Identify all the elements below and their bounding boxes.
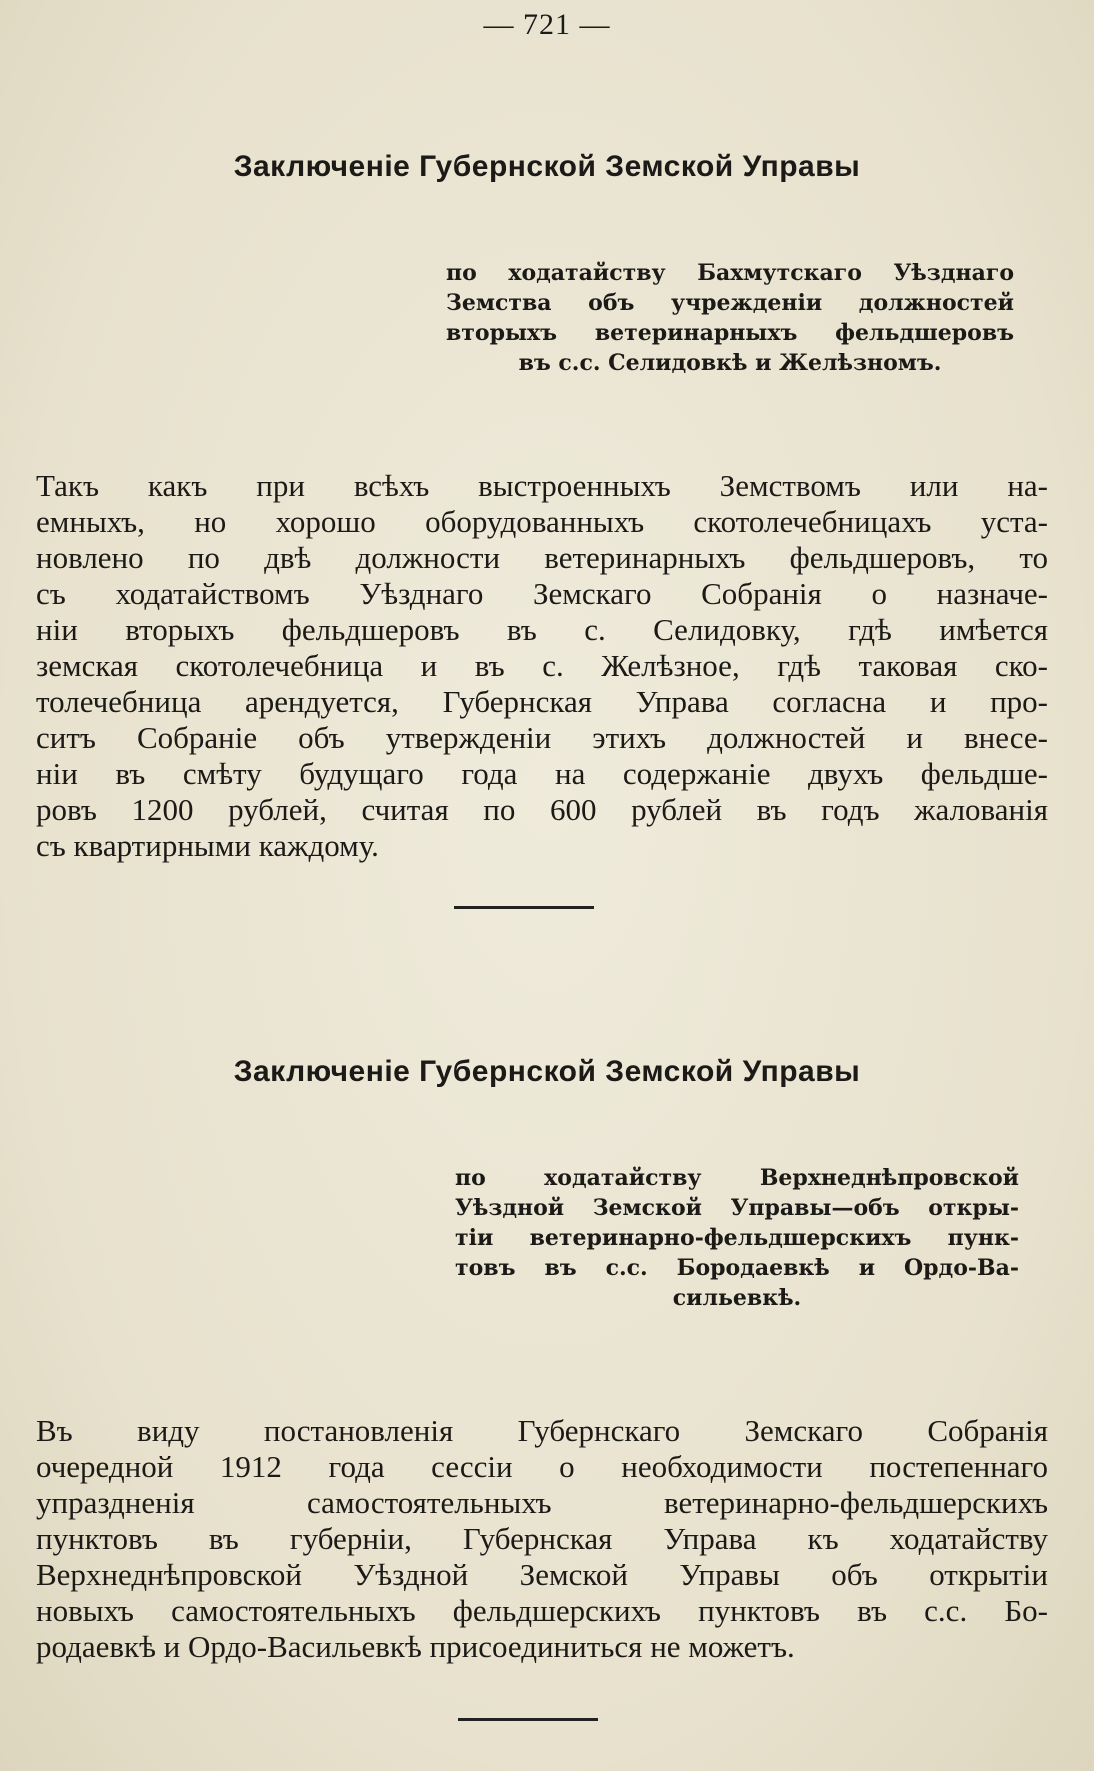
body-line: Въ виду постановленiя Губернскаго Земскаго Собранiя	[36, 1413, 1048, 1448]
body-line: съ квартирными каждому.	[36, 828, 379, 863]
body-line: земская скотолечебница и въ с. Желѣзное, гдѣ таковая ско-	[36, 648, 1048, 683]
subject-line: по ходатайству Бахмутскаго Уѣзднаго	[446, 260, 1014, 286]
section2-subject	[455, 1163, 1019, 1313]
body-line: родаевкѣ и Ордо-Васильевкѣ присоединиться не можетъ.	[36, 1629, 795, 1664]
section2-heading: Заключенiе Губернской Земской Управы	[233, 1055, 861, 1088]
end-divider	[458, 1718, 598, 1721]
body-line: толечебница арендуется, Губернская Управа согласна и про-	[36, 684, 1048, 719]
body-line: ровъ 1200 рублей, считая по 600 рублей въ годъ жалованiя	[36, 792, 1048, 827]
subject-line: товъ въ с.с. Бородаевкѣ и Ордо-Ва-	[455, 1255, 1019, 1281]
page-number: — 721 —	[483, 8, 611, 41]
section2-body	[36, 1413, 1048, 1665]
subject-line: тiи ветеринарно-фельдшерскихъ пунк-	[455, 1225, 1019, 1251]
body-line: нiи въ смѣту будущаго года на содержанiе двухъ фельдше-	[36, 756, 1048, 791]
body-line: Такъ какъ при всѣхъ выстроенныхъ Земствомъ или на-	[36, 468, 1048, 503]
section1-body	[36, 468, 1048, 864]
subject-line: сильевкѣ.	[672, 1285, 802, 1311]
subject-line: вторыхъ ветеринарныхъ фельдшеровъ	[446, 320, 1014, 346]
section-divider	[454, 906, 594, 909]
body-line: Верхнеднѣпровской Уѣздной Земской Управы объ открытiи	[36, 1557, 1048, 1592]
body-line: нiи вторыхъ фельдшеровъ въ с. Селидовку, гдѣ имѣется	[36, 612, 1048, 647]
subject-line: Уѣздной Земской Управы—объ откры-	[455, 1195, 1019, 1221]
section1-subject	[446, 258, 1014, 378]
body-line: ситъ Собранiе объ утвержденiи этихъ должностей и внесе-	[36, 720, 1048, 755]
body-line: пунктовъ въ губернiи, Губернская Управа къ ходатайству	[36, 1521, 1048, 1556]
body-line: емныхъ, но хорошо оборудованныхъ скотолечебницахъ уста-	[36, 504, 1048, 539]
subject-line: по ходатайству Верхнеднѣпровской	[455, 1165, 1019, 1191]
section1-heading: Заключенiе Губернской Земской Управы	[233, 150, 861, 183]
subject-line: Земства объ учрежденiи должностей	[446, 290, 1014, 316]
body-line: очередной 1912 года сессiи о необходимости постепеннаго	[36, 1449, 1048, 1484]
subject-line: въ с.с. Селидовкѣ и Желѣзномъ.	[518, 350, 942, 376]
body-line: новыхъ самостоятельныхъ фельдшерскихъ пунктовъ въ с.с. Бо-	[36, 1593, 1048, 1628]
body-line: упраздненiя самостоятельныхъ ветеринарно-фельдшерскихъ	[36, 1485, 1048, 1520]
body-line: новлено по двѣ должности ветеринарныхъ фельдшеровъ, то	[36, 540, 1048, 575]
body-line: съ ходатайствомъ Уѣзднаго Земскаго Собранiя о назначе-	[36, 576, 1048, 611]
